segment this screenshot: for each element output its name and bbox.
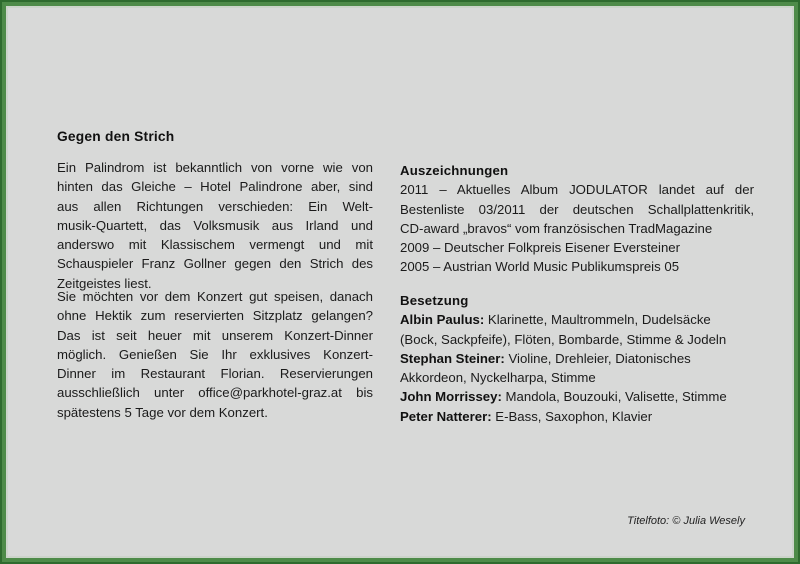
text-line: John Morrissey: Mandola, Bouzouki, Valisette, Stimme xyxy=(400,389,727,405)
text-line: möglich. Genießen Sie Ihr exklusives Konzert- xyxy=(57,346,373,362)
text-line: Schauspieler Franz Gollner gegen den Strich des xyxy=(57,256,373,272)
awards-section xyxy=(400,161,754,277)
concert-dinner-paragraph xyxy=(57,287,373,422)
lineup-section xyxy=(400,291,754,426)
text-line: 2009 – Deutscher Folkpreis Eisener Eversteiner xyxy=(400,240,681,256)
text-line: 2011 – Aktuelles Album JODULATOR landet auf der xyxy=(400,182,754,198)
text-line: Albin Paulus: Klarinette, Maultrommeln, Dudelsäcke xyxy=(400,312,711,328)
text-line: spätestens 5 Tage vor dem Konzert. xyxy=(57,404,268,420)
text-line: (Bock, Sackpfeife), Flöten, Bombarde, Stimme & Jodeln xyxy=(400,331,727,347)
text-line: Peter Natterer: E-Bass, Saxophon, Klavier xyxy=(400,408,653,424)
photo-credit: Titelfoto: © Julia Wesely xyxy=(627,515,745,527)
page-title: Gegen den Strich xyxy=(57,129,175,144)
page-border-inner-light xyxy=(6,6,794,558)
text-line: 2005 – Austrian World Music Publikumspreis 05 xyxy=(400,259,680,275)
text-line: anderswo mit Klassischem vermengt und mit xyxy=(57,237,373,253)
text-line: Bestenliste 03/2011 der deutschen Schallplattenkritik, xyxy=(400,201,754,217)
text-line: ausschließlich unter office@parkhotel-graz.at bis xyxy=(57,385,373,401)
text-line: Dinner im Restaurant Florian. Reservierungen xyxy=(57,366,373,382)
section-heading: Auszeichnungen xyxy=(400,163,509,178)
text-line: aus allen Richtungen verschieden: Ein Welt- xyxy=(57,198,373,214)
section-heading: Besetzung xyxy=(400,293,469,308)
text-line: CD-award „bravos“ vom französischen TradMagazine xyxy=(400,220,713,236)
page-border-green xyxy=(2,2,798,562)
text-line: musik-Quartett, das Volksmusik aus Irland und xyxy=(57,217,373,233)
text-line: ohne Hektik zum reservierten Sitzplatz gelangen? xyxy=(57,308,373,324)
text-line: Ein Palindrom ist bekanntlich von vorne wie von xyxy=(57,160,373,175)
text-line: Sie möchten vor dem Konzert gut speisen, danach xyxy=(57,289,373,304)
flyer-page xyxy=(8,8,792,556)
text-line: Zeitgeistes liest. xyxy=(57,275,152,291)
intro-paragraph xyxy=(57,158,373,293)
text-line: Akkordeon, Nyckelharpa, Stimme xyxy=(400,370,596,386)
text-line: Stephan Steiner: Violine, Drehleier, Diatonisches xyxy=(400,350,691,366)
text-line: Das ist seit heuer mit unserem Konzert-Dinner xyxy=(57,327,373,343)
text-line: hinten das Gleiche – Hotel Palindrone aber, sind xyxy=(57,179,373,195)
